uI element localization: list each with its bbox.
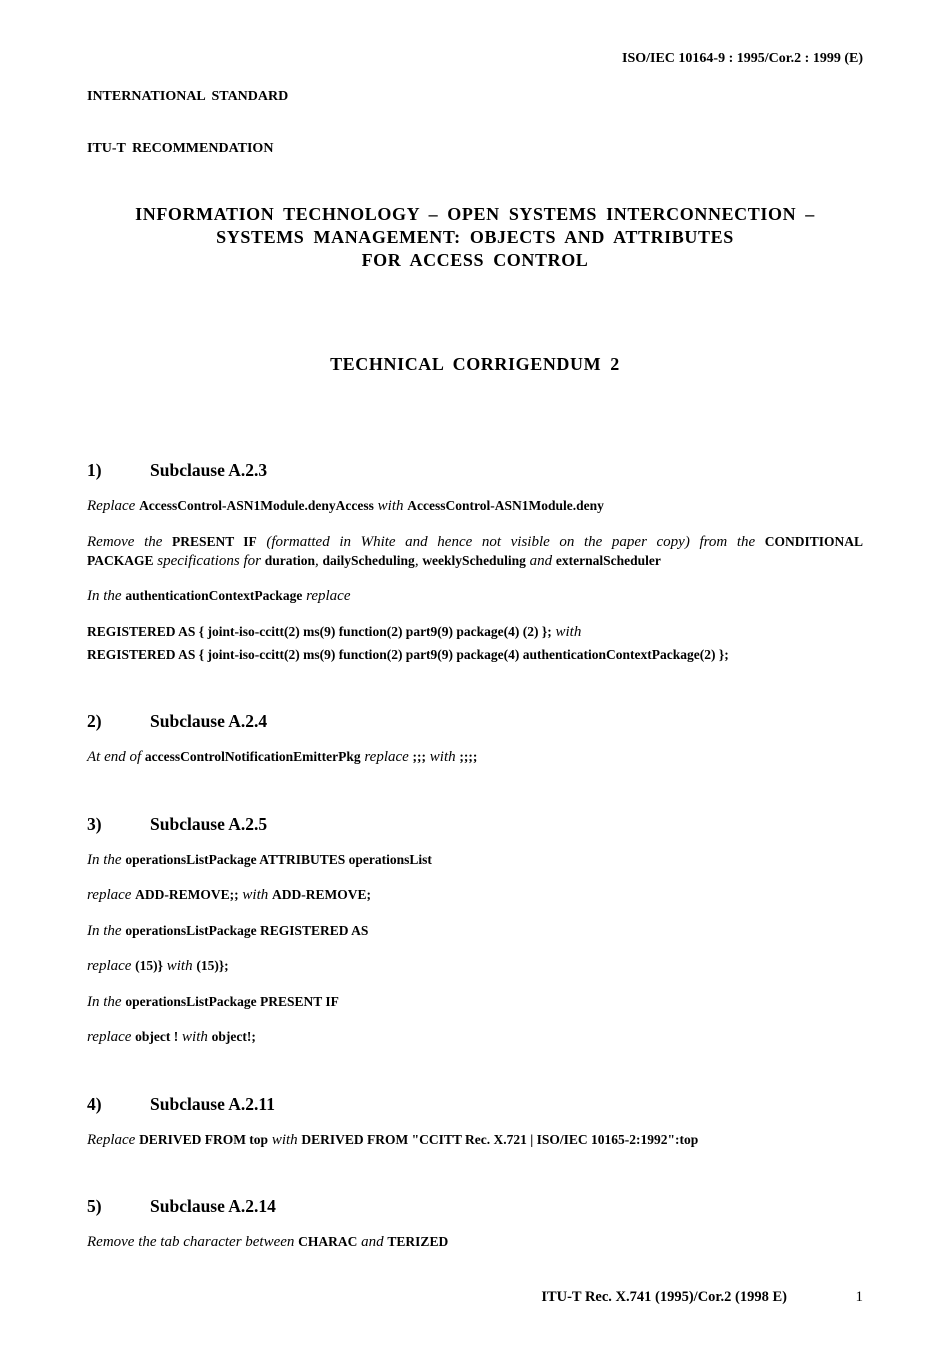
international-standard-label: INTERNATIONAL STANDARD [87, 89, 289, 104]
section-number: 5) [87, 1196, 102, 1216]
itu-recommendation-label: ITU-T RECOMMENDATION [87, 141, 274, 156]
paragraph: In the authenticationContextPackage replace [87, 588, 351, 604]
paragraph: In the operationsListPackage PRESENT IF [87, 994, 339, 1010]
section-title: Subclause A.2.3 [150, 460, 268, 480]
page-number: 1 [855, 1289, 863, 1305]
section-title: Subclause A.2.4 [150, 711, 268, 731]
paragraph: Replace AccessControl-ASN1Module.denyAccess with AccessControl-ASN1Module.deny [87, 498, 604, 514]
footer-recommendation: ITU-T Rec. X.741 (1995)/Cor.2 (1998 E) [541, 1289, 787, 1305]
paragraph: Remove the tab character between CHARAC and TERIZED [87, 1234, 449, 1250]
paragraph-line: PACKAGE specifications for duration, dailyScheduling, weeklyScheduling and externalScheduler [87, 553, 661, 569]
document-number: ISO/IEC 10164-9 : 1995/Cor.2 : 1999 (E) [622, 51, 863, 66]
section-title: Subclause A.2.14 [150, 1196, 276, 1216]
section-number: 2) [87, 711, 102, 731]
title-line-2: SYSTEMS MANAGEMENT: OBJECTS AND ATTRIBUTES [216, 227, 734, 247]
section-number: 3) [87, 814, 102, 834]
paragraph: At end of accessControlNotificationEmitterPkg replace ;;; with ;;;; [87, 749, 478, 765]
code-line: REGISTERED AS { joint-iso-ccitt(2) ms(9) function(2) part9(9) package(4) (2) }; with [87, 624, 582, 640]
section-title: Subclause A.2.11 [150, 1094, 275, 1114]
paragraph: replace ADD-REMOVE;; with ADD-REMOVE; [87, 887, 372, 903]
section-number: 1) [87, 460, 102, 480]
paragraph: In the operationsListPackage REGISTERED AS [87, 923, 369, 939]
title-line-1: INFORMATION TECHNOLOGY – OPEN SYSTEMS INTERCONNECTION – [135, 204, 815, 224]
section-title: Subclause A.2.5 [150, 814, 268, 834]
paragraph-line: Remove the PRESENT IF (formatted in White and hence not visible on the paper copy) from the CONDITIONAL [87, 534, 864, 550]
section-number: 4) [87, 1094, 102, 1114]
title-line-3: FOR ACCESS CONTROL [361, 250, 589, 270]
code-line: REGISTERED AS { joint-iso-ccitt(2) ms(9) function(2) part9(9) package(4) authenticationContextPackage(2) }; [87, 647, 729, 662]
corrigendum-title: TECHNICAL CORRIGENDUM 2 [330, 354, 620, 374]
paragraph: Replace DERIVED FROM top with DERIVED FROM "CCITT Rec. X.721 | ISO/IEC 10165-2:1992":top [87, 1132, 699, 1148]
paragraph: replace object ! with object!; [87, 1029, 256, 1045]
paragraph: replace (15)} with (15)}; [87, 958, 229, 974]
paragraph: In the operationsListPackage ATTRIBUTES operationsList [87, 852, 432, 868]
